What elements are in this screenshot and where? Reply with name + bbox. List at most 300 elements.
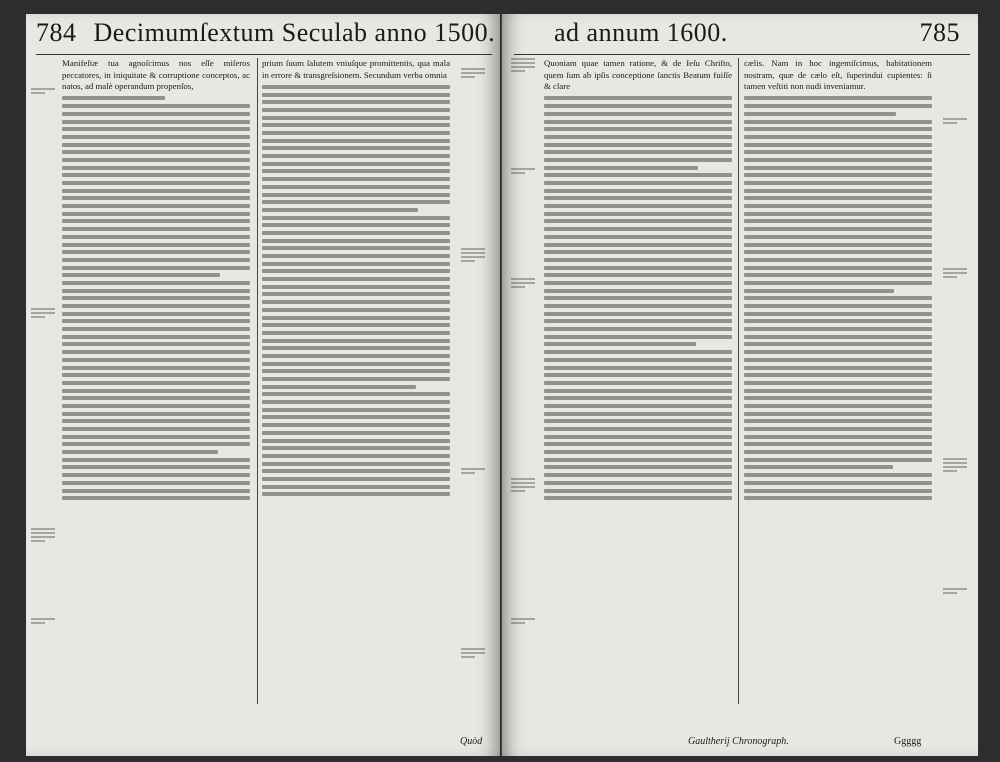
margin-note-line [31,532,55,534]
body-text-line [262,185,450,189]
body-text-line [544,281,732,285]
body-text-line [262,362,450,366]
body-text-line [744,227,932,231]
body-text-line [262,100,450,104]
body-text-line [62,166,250,170]
left-page [26,14,500,756]
body-text-line [62,358,250,362]
body-text-line [262,431,450,435]
margin-note-line [461,256,485,258]
margin-note-line [461,648,485,650]
body-text-line [62,496,250,500]
body-text-line [262,131,450,135]
margin-note-line [31,540,45,542]
body-text-line [262,146,450,150]
left-column-rule [257,58,258,704]
margin-note [508,618,535,626]
margin-note-line [511,62,535,64]
body-text-line [744,258,932,262]
body-text-line [544,227,732,231]
body-text-line [262,485,450,489]
body-text-line [544,473,732,477]
margin-note [508,278,535,290]
body-text-line [744,281,932,285]
body-text-line [544,435,732,439]
body-text-line [744,473,932,477]
body-text-line [744,158,932,162]
body-text-line [544,143,732,147]
body-text-line [544,358,732,362]
body-text-line [544,465,732,469]
body-text-line [262,469,450,473]
body-text-line [744,442,932,446]
body-text-line [62,366,250,370]
body-text-line [62,250,250,254]
body-text-line [262,377,450,381]
margin-note-line [31,316,45,318]
left-inner-margin-notes [458,58,490,704]
body-text-line [744,135,932,139]
body-text-line [744,358,932,362]
body-text-line [262,400,450,404]
body-text-line [744,289,894,293]
body-text-line [744,204,932,208]
body-text-line [544,404,732,408]
margin-note-line [511,66,535,68]
body-text-line [544,319,732,323]
margin-note [508,168,535,176]
body-text-line [62,112,250,116]
margin-note-line [31,528,55,530]
body-text-line [262,269,450,273]
body-text-line [62,450,218,454]
body-text-line [544,458,732,462]
body-text-line [544,489,732,493]
body-text-line [544,250,732,254]
margin-note-line [31,618,55,620]
margin-note-line [461,652,485,654]
body-text-line [262,193,450,197]
body-text-line [744,235,932,239]
body-text-line [62,273,220,277]
body-text-line [262,308,450,312]
body-text-line [262,462,450,466]
body-text-line [744,296,932,300]
body-text-line [744,250,932,254]
margin-note-line [31,92,45,94]
body-text-line [62,342,250,346]
body-text-line [544,243,732,247]
margin-note [940,268,967,280]
body-text-line [744,150,932,154]
right-column-1-opening: Quoniam quae tamen ratione, & de Ieſu Chriſto, quem ſum ab ipſis conceptione ſanctis Beatum fuiſſe & clare [544,58,732,92]
body-text-line [744,104,932,108]
body-text-line [62,204,250,208]
body-text-line [544,450,732,454]
left-column-1 [62,58,250,704]
margin-note [940,118,967,126]
body-text-line [262,169,450,173]
margin-note-line [511,486,535,488]
body-text-line [544,235,732,239]
body-text-line [262,162,450,166]
body-text-line [544,273,732,277]
right-column-rule [738,58,739,704]
body-text-line [262,254,450,258]
body-text-line [62,173,250,177]
body-text-line [262,262,450,266]
body-text-line [544,204,732,208]
body-text-line [62,196,250,200]
body-text-line [744,435,932,439]
body-text-line [744,342,932,346]
body-text-line [544,112,732,116]
body-text-line [62,442,250,446]
right-page-number: 785 [919,18,960,47]
left-outer-margin-notes [28,58,60,704]
body-text-line [744,181,932,185]
margin-note-line [943,470,957,472]
left-header-rule [36,54,492,55]
body-text-line [744,127,932,131]
margin-note-line [461,248,485,250]
body-text-line [62,473,250,477]
body-text-line [744,112,896,116]
body-text-line [262,177,450,181]
body-text-line [744,319,932,323]
body-text-line [744,489,932,493]
body-text-line [544,342,696,346]
body-text-line [262,200,450,204]
body-text-line [62,158,250,162]
body-text-line [744,120,932,124]
body-text-line [62,266,250,270]
margin-note-line [943,466,967,468]
body-text-line [744,381,932,385]
margin-note-line [31,536,55,538]
body-text-line [544,166,698,170]
margin-note [458,248,485,264]
body-text-line [62,104,250,108]
body-text-line [262,385,416,389]
body-text-line [744,143,932,147]
body-text-line [262,277,450,281]
body-text-line [262,439,450,443]
body-text-line [62,396,250,400]
body-text-line [744,173,932,177]
right-column-2 [744,58,932,704]
body-text-line [262,123,450,127]
margin-note-line [461,468,485,470]
margin-note [508,58,535,74]
body-text-line [544,412,732,416]
body-text-line [744,366,932,370]
body-text-line [62,150,250,154]
margin-note-line [511,168,535,170]
margin-note-line [943,588,967,590]
body-text-line [262,339,450,343]
margin-note-line [943,276,957,278]
body-text-line [62,243,250,247]
margin-note-line [31,312,55,314]
body-text-line [62,435,250,439]
body-text-line [62,289,250,293]
body-text-line [62,419,250,423]
body-text-line [744,389,932,393]
margin-note-line [461,252,485,254]
body-text-line [62,96,165,100]
body-text-line [62,489,250,493]
body-text-line [262,369,450,373]
left-page-number: 784 [36,18,77,47]
margin-note [28,88,55,96]
margin-note-line [31,622,45,624]
margin-note-line [511,58,535,60]
body-text-line [62,327,250,331]
body-text-line [544,120,732,124]
body-text-line [62,135,250,139]
body-text-line [62,281,250,285]
body-text-line [744,304,932,308]
body-text-line [744,266,932,270]
margin-note-line [943,272,967,274]
body-text-line [544,481,732,485]
body-text-line [544,304,732,308]
margin-note-line [943,268,967,270]
body-text-line [262,108,450,112]
body-text-line [262,423,450,427]
body-text-line [62,227,250,231]
margin-note-line [461,472,475,474]
body-text-line [262,354,450,358]
body-text-line [544,389,732,393]
body-text-line [744,96,932,100]
body-text-line [744,496,932,500]
margin-note-line [943,118,967,120]
body-text-line [544,296,732,300]
margin-note-line [31,88,55,90]
body-text-line [262,292,450,296]
body-text-line [544,396,732,400]
body-text-line [744,273,932,277]
body-text-line [262,285,450,289]
body-text-line [262,116,450,120]
margin-note-line [511,622,525,624]
body-text-line [544,266,732,270]
body-text-line [544,173,732,177]
body-text-line [62,120,250,124]
body-text-line [544,212,732,216]
margin-note-line [943,462,967,464]
margin-note-line [511,172,525,174]
margin-note-line [511,618,535,620]
body-text-line [544,373,732,377]
body-text-line [62,219,250,223]
margin-note-line [461,656,475,658]
body-text-line [744,335,932,339]
body-text-line [62,412,250,416]
body-text-line [544,442,732,446]
body-text-line [62,181,250,185]
body-text-line [62,373,250,377]
margin-note-line [31,308,55,310]
body-text-line [544,135,732,139]
margin-note-line [511,282,535,284]
body-text-line [262,154,450,158]
body-text-line [62,212,250,216]
body-text-line [62,350,250,354]
margin-note [458,468,485,476]
body-text-line [544,181,732,185]
body-text-line [62,319,250,323]
body-text-line [544,366,732,370]
body-text-line [62,312,250,316]
body-text-line [262,323,450,327]
right-page [502,14,978,756]
body-text-line [262,139,450,143]
body-text-line [744,166,932,170]
margin-note-line [461,76,475,78]
body-text-line [62,381,250,385]
body-text-line [744,373,932,377]
body-text-line [544,158,732,162]
body-text-line [544,327,732,331]
body-text-line [262,316,450,320]
right-running-head: ad annum 1600. [554,18,728,47]
body-text-line [62,143,250,147]
left-catchword: Quòd [460,736,483,747]
body-text-line [744,458,932,462]
body-text-line [62,389,250,393]
body-text-line [744,412,932,416]
body-text-line [544,258,732,262]
margin-note-line [461,68,485,70]
body-text-line [262,446,450,450]
left-column-2-opening: prium ſuum ſalutem vniuſque promittentis, qua mala in errore & transgreſsionem. Secundum verba omnia [262,58,450,80]
margin-note-line [511,286,525,288]
margin-note [508,478,535,494]
right-inner-margin-notes [508,58,540,704]
body-text-line [262,454,450,458]
body-text-line [544,335,732,339]
body-text-line [544,196,732,200]
body-text-line [62,481,250,485]
body-text-line [62,427,250,431]
body-text-line [744,212,932,216]
body-text-line [544,350,732,354]
margin-note-line [511,478,535,480]
body-text-line [262,300,450,304]
body-text-line [262,346,450,350]
body-text-line [544,150,732,154]
body-text-line [262,85,450,89]
left-column-2 [262,58,450,704]
left-column-1-opening: Manifeſtæ tua agnoſcimus nos eſſe miſeros peccatores, in iniquitate & corruptione conceptos, ac natos, ad malè operandum propenſos, [62,58,250,92]
body-text-line [744,196,932,200]
body-text-line [744,189,932,193]
body-text-line [62,404,250,408]
body-text-line [62,189,250,193]
margin-note [28,308,55,320]
margin-note-line [943,458,967,460]
body-text-line [744,350,932,354]
right-catchword: Ggggg [894,736,922,747]
left-running-head: Decimumſextum Seculab anno 1500. [93,18,496,47]
body-text-line [544,189,732,193]
margin-note [940,458,967,474]
body-text-line [744,427,932,431]
margin-note [28,618,55,626]
body-text-line [262,93,450,97]
body-text-line [744,450,932,454]
body-text-line [62,465,250,469]
body-text-line [62,127,250,131]
body-text-line [544,312,732,316]
body-text-line [544,496,732,500]
right-column-1 [544,58,732,704]
body-text-line [262,392,450,396]
body-text-line [262,246,450,250]
body-text-line [262,216,450,220]
body-text-line [262,415,450,419]
margin-note-line [943,592,957,594]
right-header-rule [514,54,970,55]
margin-note-line [511,70,525,72]
margin-note-line [511,482,535,484]
body-text-line [262,492,450,496]
body-text-line [62,258,250,262]
body-text-line [62,335,250,339]
body-text-line [544,289,732,293]
body-text-line [62,304,250,308]
body-text-line [744,481,932,485]
body-text-line [544,427,732,431]
body-text-line [262,231,450,235]
right-column-2-opening: cælis. Nam in hoc ingemiſcimus, habitationem nostram, quæ de cælo eſt, ſuperindui cupientes: ſi tamen veſtiti non nudi inveniamur. [744,58,932,92]
body-text-line [744,243,932,247]
printer-signature: Gaultherij Chronograph. [688,736,789,747]
body-text-line [262,408,450,412]
body-text-line [62,235,250,239]
body-text-line [262,239,450,243]
margin-note-line [461,260,475,262]
body-text-line [744,404,932,408]
body-text-line [262,331,450,335]
body-text-line [544,219,732,223]
body-text-line [544,381,732,385]
body-text-line [744,327,932,331]
margin-note-line [461,72,485,74]
body-text-line [744,419,932,423]
margin-note [940,588,967,596]
body-text-line [744,465,893,469]
body-text-line [262,477,450,481]
body-text-line [544,104,732,108]
body-text-line [544,419,732,423]
right-outer-margin-notes [940,58,972,704]
body-text-line [744,219,932,223]
margin-note-line [511,490,525,492]
body-text-line [544,127,732,131]
body-text-line [62,458,250,462]
body-text-line [744,312,932,316]
body-text-line [62,296,250,300]
left-running-header [36,18,495,48]
margin-note-line [943,122,957,124]
margin-note [458,68,485,80]
body-text-line [544,96,732,100]
margin-note [28,528,55,544]
